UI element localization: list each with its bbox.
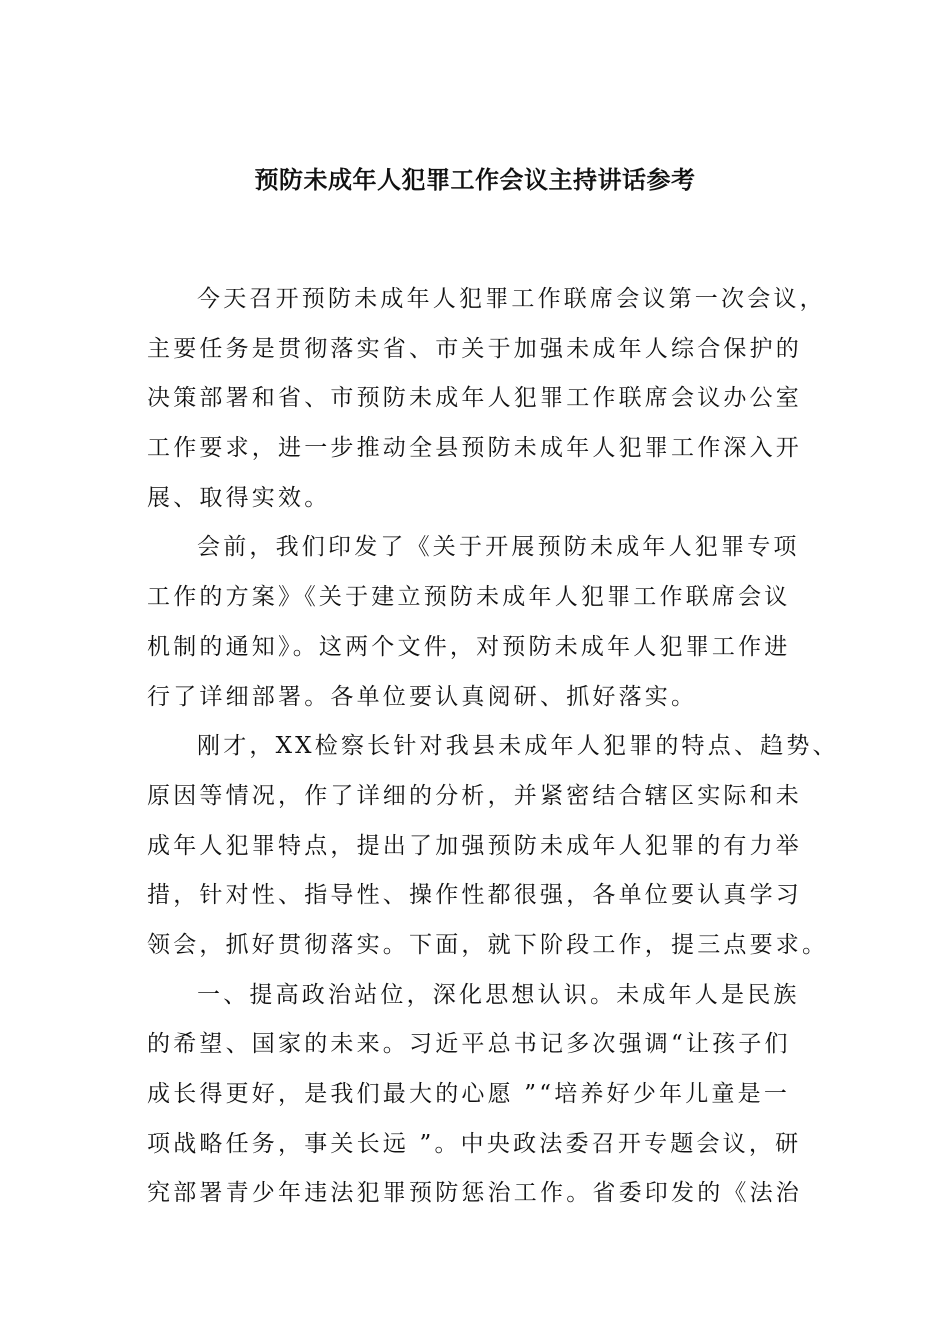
paragraph-3-line-4: 措，针对性、指导性、操作性都很强，各单位要认真学习 (147, 882, 802, 909)
paragraph-4-line-2: 的希望、国家的未来。习近平总书记多次强调“让孩子们 (147, 1031, 791, 1058)
paragraph-2-line-2: 工作的方案》《关于建立预防未成年人犯罪工作联席会议 (147, 584, 791, 611)
paragraph-1-line-4: 工作要求，进一步推动全县预防未成年人犯罪工作深入开 (147, 435, 802, 462)
paragraph-3-line-1: 刚才，XX检察长针对我县未成年人犯罪的特点、趋势、 (197, 733, 839, 760)
paragraph-2-line-1: 会前，我们印发了《关于开展预防未成年人犯罪专项 (197, 534, 800, 561)
paragraph-2-line-4: 行了详细部署。各单位要认真阅研、抓好落实。 (147, 683, 698, 710)
paragraph-4-line-5: 究部署青少年违法犯罪预防惩治工作。省委印发的《法治 (147, 1180, 802, 1207)
paragraph-3-line-5: 领会，抓好贯彻落实。下面，就下阶段工作，提三点要求。 (147, 931, 829, 958)
document-title: 预防未成年人犯罪工作会议主持讲话参考 (254, 165, 696, 194)
paragraph-3-line-3: 成年人犯罪特点，提出了加强预防未成年人犯罪的有力举 (147, 832, 802, 859)
paragraph-3-line-2: 原因等情况，作了详细的分析，并紧密结合辖区实际和未 (147, 782, 802, 809)
paragraph-1-line-2: 主要任务是贯彻落实省、市关于加强未成年人综合保护的 (147, 335, 802, 362)
paragraph-1-line-1: 今天召开预防未成年人犯罪工作联席会议第一次会议， (197, 286, 826, 312)
paragraph-2-line-3: 机制的通知》。这两个文件，对预防未成年人犯罪工作进 (147, 633, 791, 660)
paragraph-1-line-3: 决策部署和省、市预防未成年人犯罪工作联席会议办公室 (147, 385, 802, 412)
paragraph-4-line-4: 项战略任务，事关长远 ”。中央政法委召开专题会议，研 (147, 1130, 802, 1157)
paragraph-4-line-3: 成长得更好，是我们最大的心愿 ”“培养好少年儿童是一 (147, 1081, 791, 1107)
document-body (147, 275, 837, 1219)
paragraph-1-line-5: 展、取得实效。 (147, 484, 331, 511)
paragraph-4-line-1: 一、提高政治站位，深化思想认识。未成年人是民族 (197, 981, 800, 1008)
